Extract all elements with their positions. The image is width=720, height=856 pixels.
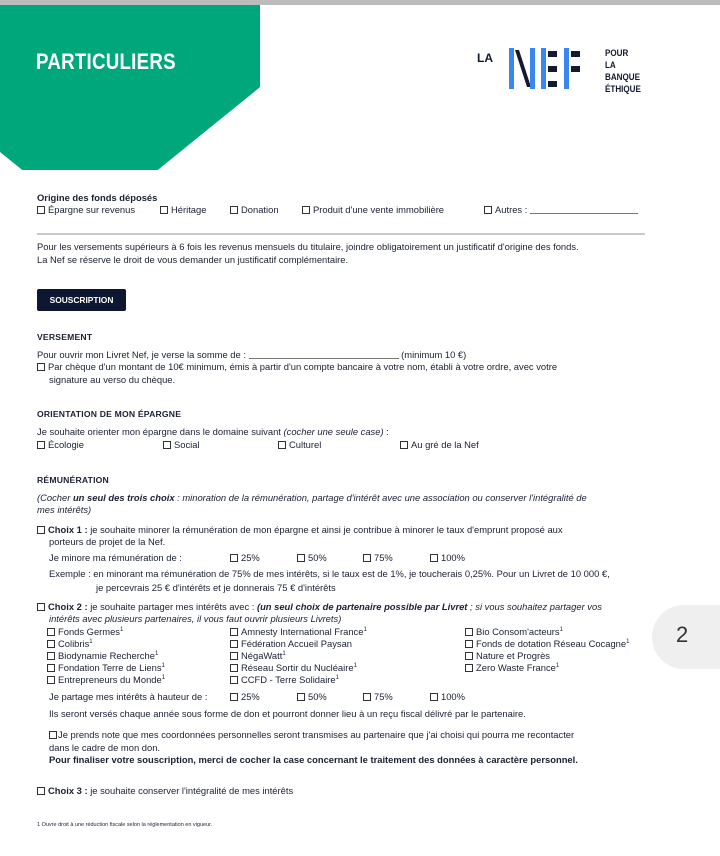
checkbox[interactable] [430,693,438,701]
partner-option[interactable] [47,638,93,649]
remuneration-heading: RÉMUNÉRATION [37,475,109,485]
checkbox[interactable] [230,628,238,636]
exemple-text: je percevrais 25 € d'intérêts et je donnerais 75 € d'intérêts [96,582,336,593]
checkbox[interactable] [37,206,45,214]
checkbox[interactable] [302,206,310,214]
partage-25[interactable]: 25% [230,691,260,702]
partner-name: NégaWatt [241,650,283,661]
orientation-au-gre[interactable]: Au gré de la Nef [400,439,479,450]
partner-option[interactable] [465,662,559,673]
checkbox[interactable] [37,441,45,449]
origine-option-autres[interactable]: Autres : [484,204,638,215]
checkbox[interactable] [465,664,473,672]
footnote-marker: 1 [282,651,286,657]
footnote-marker: 1 [120,627,124,633]
orientation-social[interactable]: Social [163,439,200,450]
checkbox[interactable] [230,664,238,672]
checkbox[interactable] [160,206,168,214]
checkbox[interactable] [47,664,55,672]
footnote-marker: 1 [161,675,166,681]
checkbox[interactable] [400,441,408,449]
checkbox[interactable] [37,526,45,534]
partner-option[interactable] [230,626,367,637]
origine-option-heritage[interactable]: Héritage [160,204,206,215]
partner-name: Bio Consom'acteurs [476,626,560,637]
partner-name: CCFD - Terre Solidaire [241,674,336,685]
autres-input[interactable] [530,213,638,214]
partage-100[interactable]: 100% [430,691,465,702]
partner-name: Entrepreneurs du Monde [58,674,162,685]
checkbox[interactable] [430,554,438,562]
remuneration-hint: (Cocher un seul des trois choix : minoration de la rémunération, partage d'intérêt avec une association ou conserver l'intégralité de [37,492,587,503]
checkbox[interactable] [47,628,55,636]
logo-prefix: LA [477,51,493,65]
footnote-marker: 1 [335,675,339,681]
checkbox[interactable] [230,206,238,214]
checkbox[interactable] [230,652,238,660]
checkbox[interactable] [47,652,55,660]
partner-name: Nature et Progrès [476,650,550,661]
partner-name: Fonds de dotation Réseau Cocagne [476,638,627,649]
origine-note: Pour les versements supérieurs à 6 fois les revenus mensuels du titulaire, joindre obligatoirement un justificatif d'origine des fonds. [37,241,579,252]
orientation-culturel[interactable]: Culturel [278,439,321,450]
checkbox[interactable] [37,787,45,795]
logo-tagline: POUR LA BANQUE ÉTHIQUE [605,48,641,95]
partner-option[interactable] [465,638,629,649]
minore-25[interactable]: 25% [230,552,260,563]
checkbox[interactable] [230,640,238,648]
checkbox[interactable] [278,441,286,449]
versement-heading: VERSEMENT [37,332,93,342]
partner-option[interactable] [47,674,165,685]
checkbox[interactable] [37,363,45,371]
divider [37,233,645,235]
checkbox[interactable] [49,731,57,739]
checkbox[interactable] [465,640,473,648]
partner-option[interactable] [230,638,352,649]
nef-logo-mark [509,48,599,90]
checkbox[interactable] [47,640,55,648]
footnote-marker: 1 [89,639,93,645]
checkbox[interactable] [230,554,238,562]
minore-75[interactable]: 75% [363,552,393,563]
partner-name: Colibris [58,638,90,649]
nef-logo [477,48,647,93]
footnote: 1 Ouvre droit à une réduction fiscale selon la réglementation en vigueur. [37,822,213,828]
checkbox[interactable] [465,652,473,660]
checkbox[interactable] [230,676,238,684]
minore-100[interactable]: 100% [430,552,465,563]
partner-option[interactable] [47,662,165,673]
footnote-marker: 1 [626,639,630,645]
partner-name: Réseau Sortir du Nucléaire [241,662,354,673]
partner-name: Fonds Germes [58,626,120,637]
choix2-option[interactable]: Choix 2 : je souhaite partager mes intérêts avec : (un seul choix de partenaire possible par Livret ; si vous souhaitez partager vos [37,601,602,612]
orientation-ecologie[interactable]: Écologie [37,439,84,450]
checkbox[interactable] [363,693,371,701]
origine-heading: Origine des fonds déposés [37,192,158,203]
exemple-text: Exemple : en minorant ma rémunération de 75% de mes intérêts, si le taux est de 1%, je toucherais 0,25%. Pour un Livret de 10 000 €, [49,568,610,579]
minore-label: Je minore ma rémunération de : [49,552,182,563]
partner-name: Biodynamie Recherche [58,650,155,661]
origine-option-epargne[interactable]: Épargne sur revenus [37,204,135,215]
partner-name: Amnesty International France [241,626,364,637]
page-title: PARTICULIERS [36,49,176,74]
checkbox[interactable] [47,676,55,684]
header-banner [0,5,260,170]
checkbox[interactable] [297,693,305,701]
orientation-intro: Je souhaite orienter mon épargne dans le domaine suivant (cocher une seule case) : [37,426,389,437]
verses-text: Ils seront versés chaque année sous forme de don et pourront donner lieu à un reçu fiscal délivré par le partenaire. [49,708,526,719]
cheque-text: signature au verso du chèque. [49,374,176,385]
footnote-marker: 1 [559,627,563,633]
partner-option[interactable] [465,650,550,661]
origine-note: La Nef se réserve le droit de vous demander un justificatif complémentaire. [37,254,349,265]
versement-amount-line: Pour ouvrir mon Livret Nef, je verse la somme de : (minimum 10 €) [37,349,467,360]
page-number-indicator: 2 [652,605,720,669]
checkbox[interactable] [484,206,492,214]
footnote-marker: 1 [555,663,560,669]
partner-option[interactable] [47,650,158,661]
choix2-hint: intérêts avec plusieurs partenaires, il vous faut ouvrir plusieurs Livrets) [49,613,342,624]
checkbox[interactable] [163,441,171,449]
partner-option[interactable] [230,650,286,661]
partage-50[interactable]: 50% [297,691,327,702]
checkbox[interactable] [465,628,473,636]
finaliser-note: Pour finaliser votre souscription, merci de cocher la case concernant le traitement des données à caractère personnel. [49,754,578,765]
checkbox[interactable] [230,693,238,701]
footnote-marker: 1 [154,651,159,657]
orientation-heading: ORIENTATION DE MON ÉPARGNE [37,409,182,419]
checkbox[interactable] [37,603,45,611]
partner-option[interactable] [47,626,123,637]
origine-option-vente[interactable]: Produit d'une vente immobilière [302,204,444,215]
partage-75[interactable]: 75% [363,691,393,702]
remuneration-hint: mes intérêts) [37,504,92,515]
checkbox[interactable] [363,554,371,562]
partner-name: Fédération Accueil Paysan [241,638,353,649]
souscription-button[interactable]: SOUSCRIPTION [37,289,126,311]
partner-option[interactable] [230,662,357,673]
footnote-marker: 1 [161,663,165,669]
partner-option[interactable] [230,674,339,685]
partner-name: Zero Waste France [476,662,556,673]
footnote-marker: 1 [353,663,357,669]
partner-name: Fondation Terre de Liens [58,662,162,673]
partner-option[interactable] [465,626,563,637]
amount-input[interactable] [249,358,399,359]
minore-50[interactable]: 50% [297,552,327,563]
consent-text: dans le cadre de mon don. [49,742,161,753]
choix1-option[interactable]: Choix 1 : je souhaite minorer la rémunération de mon épargne et ainsi je contribue à minorer le taux d'emprunt proposé aux [37,524,563,535]
choix3-option[interactable]: Choix 3 : je souhaite conserver l'intégralité de mes intérêts [37,785,293,796]
origine-option-donation[interactable]: Donation [230,204,279,215]
cheque-option[interactable]: Par chèque d'un montant de 10€ minimum, émis à partir d'un compte bancaire à votre nom, établi à votre ordre, avec votre [37,361,557,372]
footnote-marker: 1 [363,627,367,633]
partage-label: Je partage mes intérêts à hauteur de : [49,691,208,702]
consent-option[interactable]: Je prends note que mes coordonnées personnelles seront transmises au partenaire que j'ai choisi qui pourra me recontacter [49,729,574,740]
checkbox[interactable] [297,554,305,562]
choix1-text: porteurs de projet de la Nef. [49,536,166,547]
